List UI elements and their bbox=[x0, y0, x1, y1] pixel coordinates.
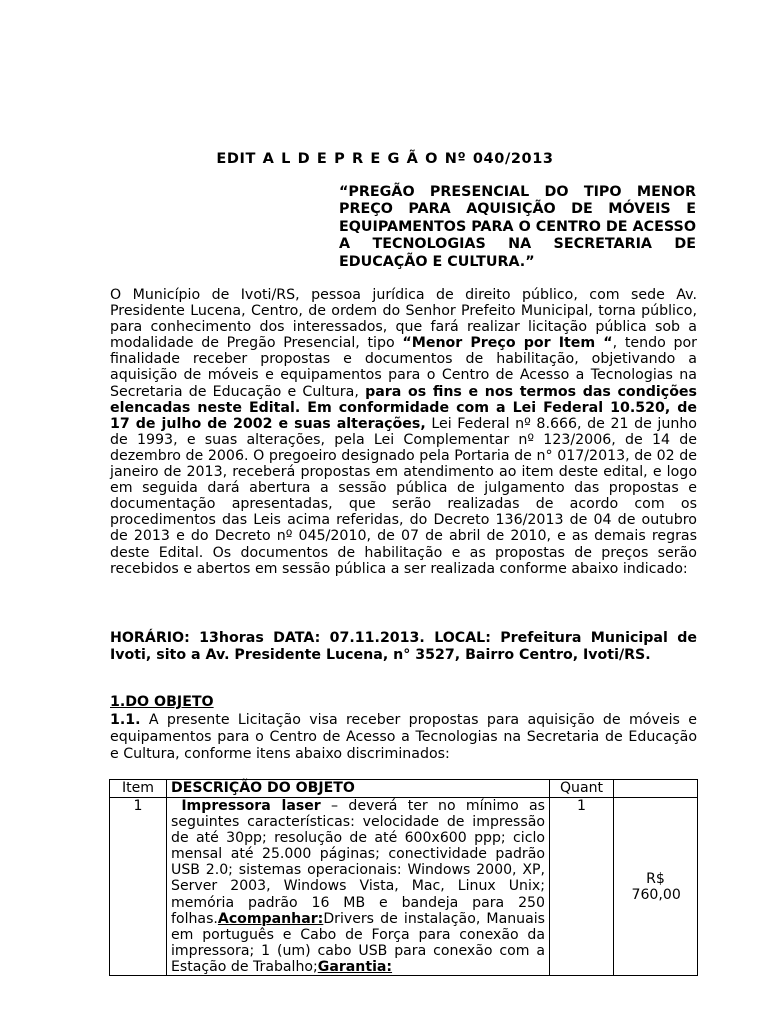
intro-text-3: Lei Federal nº 8.666, de 21 de junho de 1993, e suas alterações, pela Lei Complementar nº 123/2006, de 14 de dezembro de 2006. O pregoeiro designado pela Portaria de n° 017/2013, de 02 de janeiro de 2013, receberá propostas em atendimento ao item deste edital, e logo em seguida dará abertura a sessão pública de julgamento das propostas e documentação apresentadas, que serão realizadas de acordo com os procedimentos das Leis acima referidas, do Decreto 136/2013 de 04 de outubro de 2013 e do Decreto nº 045/2010, de 07 de abril de 2010, e as demais regras deste Edital. Os documentos de habilitação e as propostas de preços serão recebidos e abertos em sessão pública a ser realizada conforme abaixo indicado: bbox=[110, 415, 697, 577]
edital-subtitle: “PREGÃO PRESENCIAL DO TIPO MENOR PREÇO PARA AQUISIÇÃO DE MÓVEIS E EQUIPAMENTOS PARA O CENTRO DE ACESSO A TECNOLOGIAS NA SECRETARIA DE EDUCAÇÃO E CULTURA.” bbox=[339, 184, 696, 270]
row-quantity: 1 bbox=[550, 798, 614, 976]
schedule-paragraph: HORÁRIO: 13horas DATA: 07.11.2013. LOCAL: Prefeitura Municipal de Ivoti, sito a Av. Presidente Lucena, n° 3527, Bairro Centro, Ivoti/RS. bbox=[110, 630, 697, 663]
header-description: DESCRIÇÃO DO OBJETO bbox=[167, 780, 550, 798]
intro-bold-2: para os fins e nos termos das condições elencadas neste Edital. Em conformidade com a Lei Federal 10.520, de 17 de julho de 2002 e suas alterações, bbox=[110, 383, 698, 432]
header-quantity: Quant bbox=[550, 780, 614, 798]
row-garantia-label: Garantia: bbox=[317, 958, 393, 975]
row-desc-text-1: – deverá ter no mínimo as seguintes características: velocidade de impressão de até 30pp; resolução de até 600x600 ppp; ciclo mensal até 25.000 páginas; conectividade padrão USB 2.0; sistemas operacionais: Windows 2000, XP, Server 2003, Windows Vista, Mac, Linux Unix; memória padrão 16 MB e bandeja para 250 folhas. bbox=[171, 798, 546, 927]
row-acompanhar-label: Acompanhar: bbox=[217, 910, 324, 927]
table-row bbox=[110, 798, 698, 976]
clause-number: 1.1. bbox=[110, 712, 141, 728]
edital-title: EDIT A L D E P R E G Ã O Nº 040/2013 bbox=[216, 151, 554, 167]
items-table bbox=[109, 779, 698, 976]
row-price bbox=[614, 798, 698, 976]
intro-paragraph bbox=[110, 287, 697, 577]
row-product-name: Impressora laser bbox=[181, 798, 321, 814]
intro-text-1: O Município de Ivoti/RS, pessoa jurídica de direito público, com sede Av. Presidente Lucena, Centro, de ordem do Senhor Prefeito Municipal, torna público, para conhecimento dos interessados, que fará realizar licitação pública sob a modalidade de Pregão Presencial, tipo bbox=[110, 287, 697, 352]
clause-text: A presente Licitação visa receber propostas para aquisição de móveis e equipamentos para o Centro de Acesso a Tecnologias na Secretaria de Educação e Cultura, conforme itens abaixo discriminados: bbox=[110, 712, 697, 762]
row-price-value: R$ 760,00 bbox=[631, 870, 681, 903]
row-item-number: 1 bbox=[110, 798, 167, 976]
section-title: 1.DO OBJETO bbox=[110, 694, 214, 710]
header-item: Item bbox=[110, 780, 167, 798]
intro-bold-1: “Menor Preço por Item “ bbox=[402, 335, 613, 352]
clause-1-1 bbox=[110, 712, 697, 763]
header-price bbox=[614, 780, 698, 798]
table-header-row bbox=[110, 780, 698, 798]
intro-text-2: , tendo por finalidade receber propostas e documentos de habilitação, objetivando a aquisição de móveis e equipamentos para o Centro de Acesso a Tecnologias na Secretaria de Educação e Cultura, bbox=[110, 335, 697, 400]
row-desc-text-2: Drivers de instalação, Manuais em português e Cabo de Força para conexão da impressora; 1 (um) cabo USB para conexão com a Estação de Trabalho; bbox=[171, 910, 545, 975]
row-description bbox=[167, 798, 550, 976]
